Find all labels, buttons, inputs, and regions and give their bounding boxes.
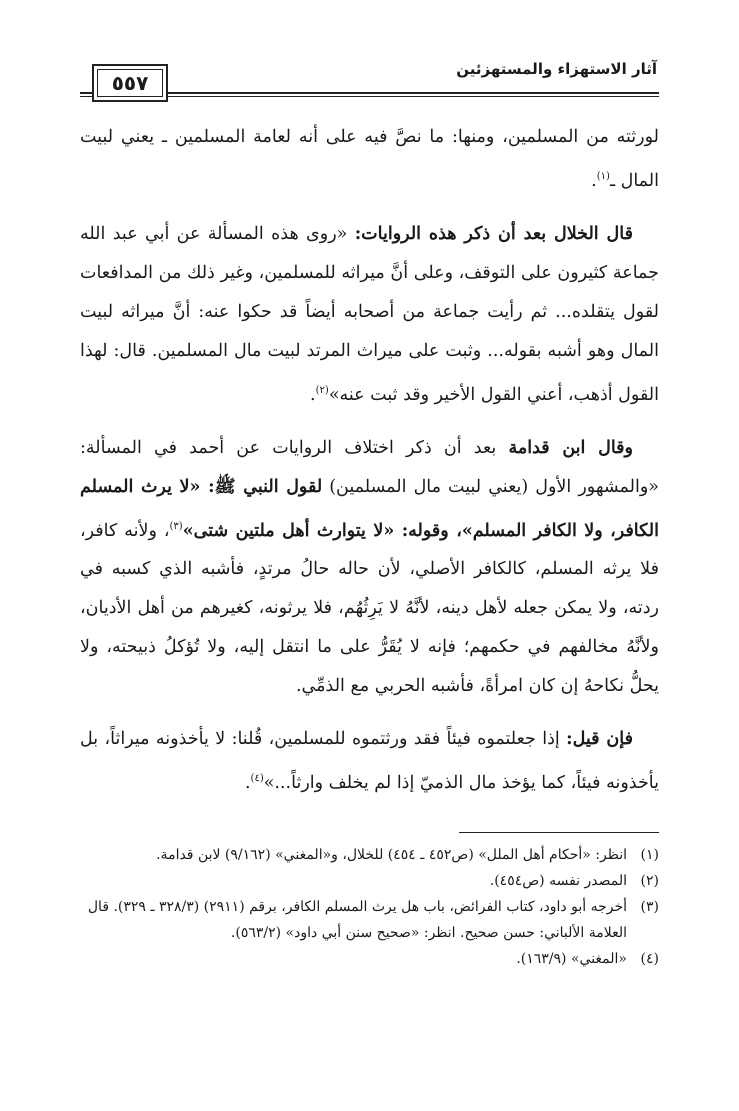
page-number-box — [92, 64, 168, 102]
speaker-ibn-qudama: وقال ابن قدامة — [508, 437, 633, 458]
paragraph-4: فإن قيل: إذا جعلتموه فيئاً فقد ورثتموه للمسلمين، قُلنا: لا يأخذونه ميراثاً، بل يأخذونه فيئاً، كما يؤخذ مال الذميّ إذا لم يخلف وارثاً...»$^{(٤)}$. — [80, 729, 659, 794]
paragraph-1: لورثته من المسلمين، ومنها: ما نصَّ فيه على أنه لعامة المسلمين ـ يعني لبيت المال ـ$^{(١)}$. — [80, 127, 659, 191]
footnote-3: (٣) أخرجه أبو داود، كتاب الفرائض، باب هل يرث المسلم الكافر، برقم (٢٩١١) (٣٢٨/٣ ـ ٣٢٩). قال العلامة الألباني: حسن صحيح. انظر: «صحيح سنن أبي داود» (٥٦٣/٢). — [87, 899, 659, 941]
main-text — [80, 118, 659, 817]
hadith-quote: لقول النبي ﷺ: «لا يرث المسلم الكافر، ولا الكافر المسلم»، وقوله: «لا يتوارث أهل ملتين شتى» — [80, 476, 659, 541]
footnote-4: (٤) «المغني» (١٦٣/٩). — [516, 951, 659, 967]
footnotes — [80, 842, 659, 972]
footnote-2: (٢) المصدر نفسه (ص٤٥٤). — [489, 873, 659, 889]
footnote-ref-4[interactable]: (٤) — [250, 773, 264, 785]
footnote-ref-1[interactable]: (١) — [596, 171, 610, 182]
running-header-title: آثار الاستهزاء والمستهزئين — [456, 60, 657, 78]
paragraph-3: وقال ابن قدامة بعد أن ذكر اختلاف الروايات عن أحمد في المسألة: «والمشهور الأول (يعني لبيت مال المسلمين) لقول النبي ﷺ: «لا يرث المسلم الكافر، ولا الكافر المسلم»، وقوله: «لا يتوارث أهل ملتين شتى»$^{(٣)}$، ولأنه كافر، فلا يرثه المسلم، كالكافر الأصلي، لأن حاله حالُ مرتدٍ، فأشبه الذي كسبه في ردته، ولا يمكن جعله لأهل دينه، لأنَّهُ لا يَرِثُهُم، فلا يرثونه، كغيرهم من أهل الأديان، ولأنَّهُ مخالفهم في حكمهم؛ فإنه لا يُقَرُّ على ما انتقل إليه، ولا تُؤكلُ ذبيحته، ولا يحلُّ نكاحهُ إن كان امرأةً، فأشبه الحربي مع الذمِّي. — [80, 437, 659, 697]
page-number: ٥٥٧ — [111, 71, 149, 95]
footnote-1: (١) انظر: «أحكام أهل الملل» (ص٤٥٢ ـ ٤٥٤) للخلال، و«المغني» (٩/١٦٢) لابن قدامة. — [156, 847, 659, 863]
footnote-ref-2[interactable]: (٢) — [315, 384, 329, 396]
paragraph-2: قال الخلال بعد أن ذكر هذه الروايات: «روى هذه المسألة عن أبي عبد الله جماعة كثيرون على التوقف، وعلى أنَّ ميراثه للمسلمين، وغير ذلك من المدافعات لقول يتقلده... ثم رأيت جماعة من أصحابه أيضاً قد حكوا عنه: أنَّ ميراثه لبيت المال وهو أشبه بقوله... وثبت على ميراث المرتد لبيت مال المسلمين. قال: لهذا القول أذهب، أعني القول الأخير وقد ثبت عنه»$^{(٢)}$. — [80, 223, 659, 405]
footnote-ref-3[interactable]: (٣) — [169, 520, 183, 532]
footnote-rule — [459, 832, 659, 833]
objection-lead: فإن قيل: — [566, 729, 633, 750]
speaker-khallal: قال الخلال بعد أن ذكر هذه الروايات: — [354, 223, 633, 244]
